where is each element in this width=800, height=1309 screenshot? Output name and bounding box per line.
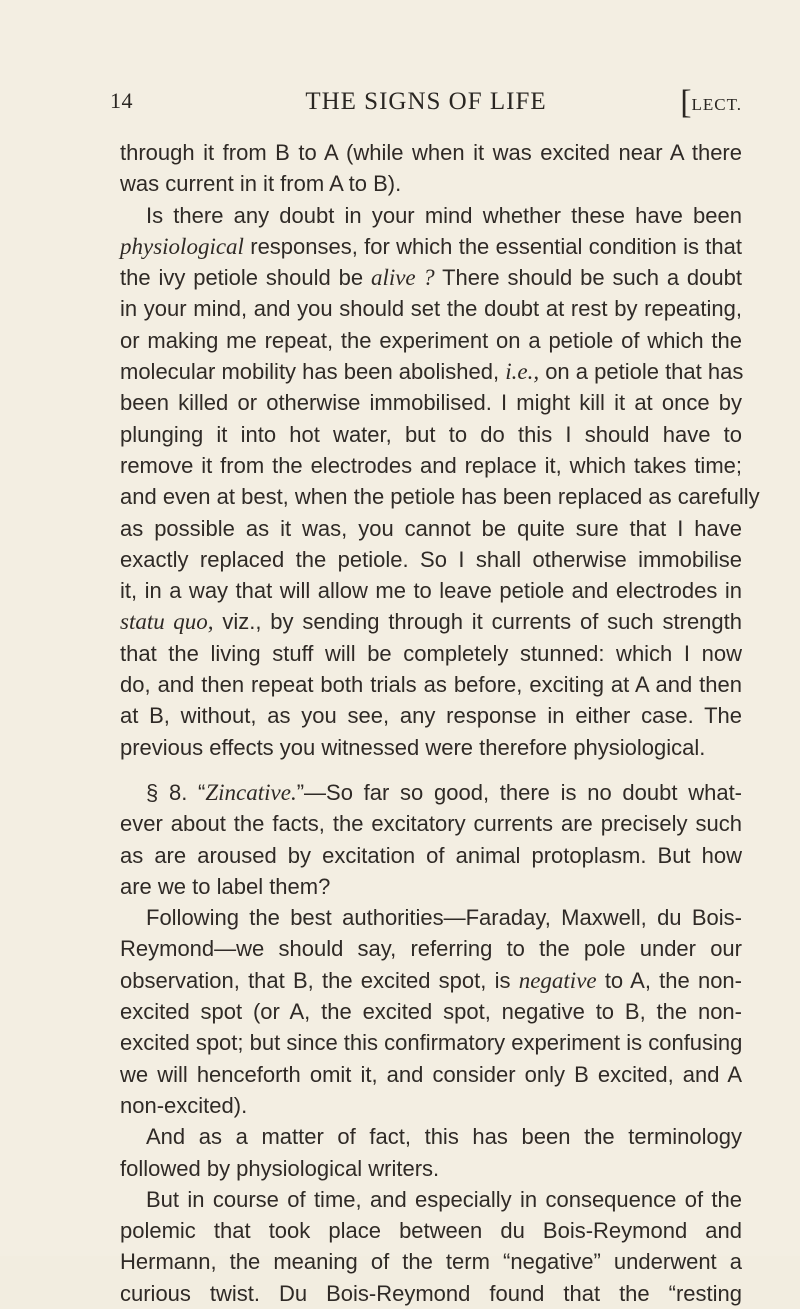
text-line: and even at best, when the petiole has been replaced as carefully [120,484,760,510]
text-line [120,606,742,637]
text-line: remove it from the electrodes and replace it, which takes time; [120,452,742,478]
text-line: And as a matter of fact, this has been the terminology [146,1124,742,1150]
text-line [120,231,742,262]
text-span: responses, for which the essential condition is that [243,233,742,259]
text-line: polemic that took place between du Bois-Reymond and [120,1218,742,1244]
text-line: Reymond—we should say, referring to the pole under our [120,936,742,962]
text-line: been killed or otherwise immobilised. I might kill it at once by [120,390,742,416]
text-line: through it from B to A (while when it was excited near A there [120,140,742,165]
lecture-mark-label: LECT. [691,95,742,114]
text-line: at B, without, as you see, any response in either case. The [120,703,742,729]
text-line: was current in it from A to B). [120,171,402,197]
text-line: it, in a way that will allow me to leave petiole and electrodes in [120,578,742,604]
text-span: the ivy petiole should be [120,265,371,291]
text-line: curious twist. Du Bois-Reymond found that the “resting [120,1280,742,1306]
text-line: that the living stuff will be completely stunned: which I now [120,640,742,666]
italic-term: statu quo, [120,609,214,635]
text-span: on a petiole that has [539,359,744,385]
text-line: Following the best authorities—Faraday, Maxwell, du Bois- [146,905,742,931]
paragraph-4 [120,902,742,1121]
paragraph-2 [120,200,760,763]
text-line: as are aroused by excitation of animal protoplasm. But how [120,842,742,868]
paragraph-6 [120,1184,742,1309]
text-line: plunging it into hot water, but to do this I should have to [120,421,742,447]
text-span: ”—So far so good, there is no doubt what- [296,779,743,805]
text-span: to A, the non- [596,967,742,993]
italic-term: i.e., [505,359,540,385]
text-line: are we to label them? [120,873,331,899]
text-span: There should be such a doubt [434,265,742,291]
text-line [120,965,742,996]
italic-term: physiological [120,233,244,259]
text-line [120,777,742,808]
italic-term: alive ? [370,265,435,291]
text-line: exactly replaced the petiole. So I shall otherwise immobilise [120,546,742,572]
text-line: as possible as it was, you cannot be quite sure that I have [120,515,742,541]
section-gap [120,763,742,777]
paragraph-1 [120,137,742,200]
text-line [120,356,742,387]
text-line: ever about the facts, the excitatory currents are precisely such [120,811,742,837]
paragraph-3 [120,777,742,902]
body-text [120,137,760,1309]
text-line: Is there any doubt in your mind whether these have been [146,202,742,228]
text-line: followed by physiological writers. [120,1155,440,1181]
text-line: or making me repeat, the experiment on a petiole of which the [120,327,742,353]
text-line: excited spot (or A, the excited spot, negative to B, the non- [120,999,742,1025]
paragraph-5 [120,1121,742,1184]
text-line [120,262,742,293]
text-span: molecular mobility has been abolished, [120,359,506,385]
italic-term: negative [518,967,597,993]
page-header [110,84,742,124]
section-marker: § 8. “ [146,779,206,805]
text-line: non-excited). [120,1092,248,1118]
text-line: Hermann, the meaning of the term “negative” underwent a [120,1249,742,1275]
text-line: do, and then repeat both trials as before, exciting at A and then [120,672,742,698]
italic-term: Zincative. [205,779,297,805]
text-span: viz., by sending through it currents of such strength [213,609,742,635]
page-number: 14 [110,88,133,113]
running-title: THE SIGNS OF LIFE [305,88,547,115]
text-line: previous effects you witnessed were therefore physiological. [120,734,706,760]
text-line: in your mind, and you should set the doubt at rest by repeating, [120,296,742,322]
lecture-mark: [LECT. [680,84,742,121]
text-span: observation, that B, the excited spot, is [120,967,519,993]
text-line: excited spot; but since this confirmatory experiment is confusing [120,1030,743,1056]
text-line: we will henceforth omit it, and consider only B excited, and A [120,1061,742,1087]
text-line: But in course of time, and especially in consequence of the [146,1186,742,1212]
